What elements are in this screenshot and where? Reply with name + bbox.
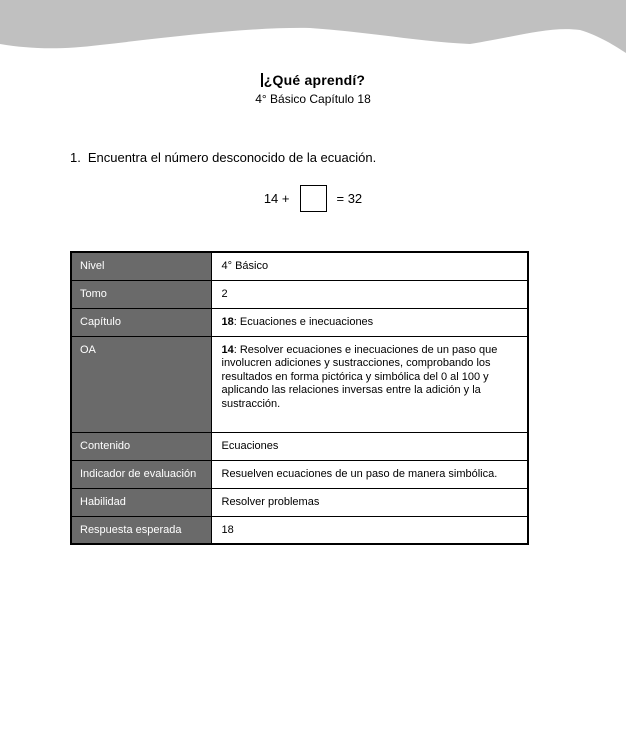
row-label: Capítulo <box>71 308 211 336</box>
row-label: Nivel <box>71 252 211 280</box>
equation-right-side: = 32 <box>336 191 363 206</box>
row-label: Habilidad <box>71 488 211 516</box>
question-1 <box>70 150 586 165</box>
lesson-info-table <box>70 251 529 545</box>
row-value: 4° Básico <box>211 252 528 280</box>
table-row-respuesta <box>71 516 528 544</box>
table-row-nivel <box>71 252 528 280</box>
row-value: 2 <box>211 280 528 308</box>
text-caret <box>261 73 263 87</box>
row-value: Resolver problemas <box>211 488 528 516</box>
question-number: 1. <box>70 150 81 165</box>
table-row-capitulo <box>71 308 528 336</box>
answer-box <box>300 185 327 212</box>
question-text: Encuentra el número desconocido de la ecuación. <box>87 150 377 165</box>
row-value: Resuelven ecuaciones de un paso de manera simbólica. <box>211 460 528 488</box>
header-wave-decoration <box>0 0 626 60</box>
row-label: Indicador de evaluación <box>71 460 211 488</box>
page-subtitle: 4° Básico Capítulo 18 <box>255 92 371 106</box>
page-title-text: ¿Qué aprendí? <box>263 72 366 88</box>
row-label: Contenido <box>71 432 211 460</box>
table-row-tomo <box>71 280 528 308</box>
row-value: 18 <box>211 516 528 544</box>
table-row-oa <box>71 336 528 432</box>
row-value: 14: Resolver ecuaciones e inecuaciones de un paso que involucren adiciones y sustracciones, comprobando los resultados en forma pictórica y simbólica del 0 al 100 y aplicando las relaciones inversas entre la adición y la sustracción. <box>211 336 528 432</box>
row-label: Tomo <box>71 280 211 308</box>
table-row-indicador <box>71 460 528 488</box>
equation <box>0 185 626 212</box>
equation-left-operand: 14 + <box>263 191 290 206</box>
page-title <box>0 72 626 88</box>
row-value: 18: Ecuaciones e inecuaciones <box>211 308 528 336</box>
row-label: OA <box>71 336 211 432</box>
table-row-contenido <box>71 432 528 460</box>
row-label: Respuesta esperada <box>71 516 211 544</box>
row-value: Ecuaciones <box>211 432 528 460</box>
table-row-habilidad <box>71 488 528 516</box>
